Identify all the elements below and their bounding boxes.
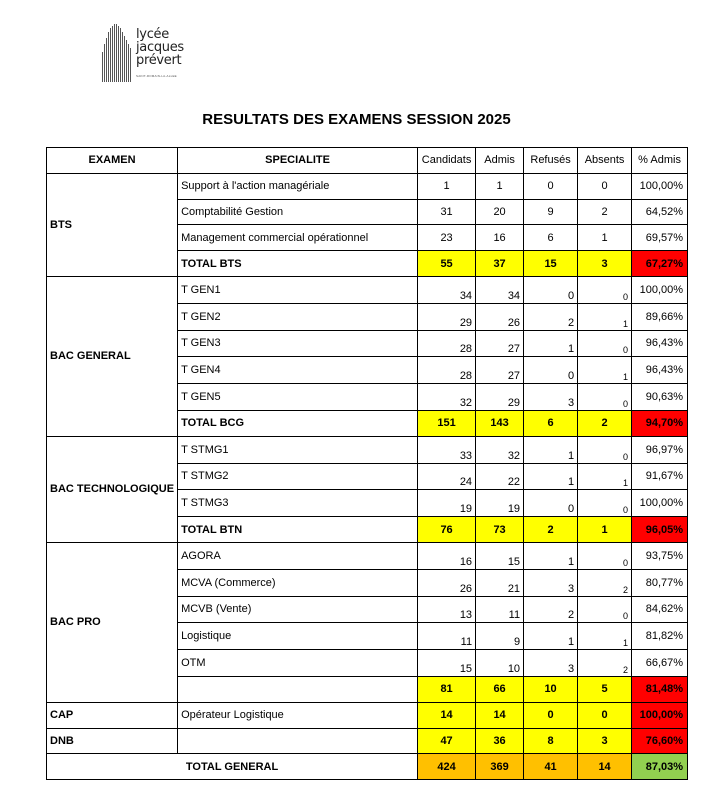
refuses-cell: 1 [524,330,578,357]
specialite-cell: T STMG3 [178,490,418,517]
specialite-cell: AGORA [178,542,418,569]
total-pct-admis: 100,00% [632,702,688,728]
exam-name: BTS [47,173,178,276]
total-admis: 73 [476,517,524,543]
pct-admis-cell: 81,82% [632,623,688,650]
total-pct-admis: 96,05% [632,517,688,543]
candidats-cell: 1 [418,173,476,199]
logo-bar [106,38,107,82]
header-specialite: SPECIALITE [178,148,418,174]
total-refuses: 15 [524,251,578,277]
total-label: TOTAL BCG [178,410,418,436]
absents-cell: 1 [578,623,632,650]
pct-admis-cell: 89,66% [632,303,688,330]
results-table [46,147,688,780]
total-refuses: 0 [524,702,578,728]
total-candidats: 151 [418,410,476,436]
total-refuses: 6 [524,410,578,436]
candidats-cell: 23 [418,225,476,251]
admis-cell: 27 [476,330,524,357]
total-candidats: 14 [418,702,476,728]
table-row [47,542,688,569]
candidats-cell: 19 [418,490,476,517]
table-row [47,276,688,303]
logo-line-2: jacques [136,40,184,55]
candidats-cell: 33 [418,436,476,463]
pct-admis-cell: 93,75% [632,542,688,569]
total-refuses: 10 [524,676,578,702]
admis-cell: 9 [476,623,524,650]
refuses-cell: 1 [524,463,578,490]
absents-cell: 1 [578,303,632,330]
grand-total-candidats: 424 [418,754,476,780]
specialite-cell: Logistique [178,623,418,650]
admis-cell: 21 [476,569,524,596]
table-row [47,436,688,463]
logo-bar [122,32,123,82]
absents-cell: 1 [578,463,632,490]
specialite-cell: Opérateur Logistique [178,702,418,728]
pct-admis-cell: 96,97% [632,436,688,463]
logo-bar [130,48,131,82]
total-absents: 0 [578,702,632,728]
grand-total-absents: 14 [578,754,632,780]
candidats-cell: 16 [418,542,476,569]
total-absents: 1 [578,517,632,543]
specialite-cell: T GEN2 [178,303,418,330]
admis-cell: 34 [476,276,524,303]
candidats-cell: 28 [418,330,476,357]
logo-bar [118,26,119,82]
total-candidats: 47 [418,728,476,754]
absents-cell: 2 [578,569,632,596]
total-absents: 3 [578,728,632,754]
absents-cell: 0 [578,384,632,411]
absents-cell: 0 [578,490,632,517]
pct-admis-cell: 64,52% [632,199,688,225]
refuses-cell: 0 [524,276,578,303]
absents-cell: 0 [578,276,632,303]
absents-cell: 2 [578,650,632,677]
logo-bar [104,44,105,82]
refuses-cell: 0 [524,357,578,384]
logo-bar [126,40,127,82]
absents-cell: 0 [578,596,632,623]
specialite-cell: T GEN5 [178,384,418,411]
logo-bar [114,24,115,82]
logo-bar [116,24,117,82]
candidats-cell: 26 [418,569,476,596]
absents-cell: 1 [578,357,632,384]
candidats-cell: 29 [418,303,476,330]
total-candidats: 55 [418,251,476,277]
exam-name: BAC GENERAL [47,276,178,436]
specialite-cell: Management commercial opérationnel [178,225,418,251]
exam-name: BAC PRO [47,542,178,702]
candidats-cell: 24 [418,463,476,490]
total-admis: 66 [476,676,524,702]
pct-admis-cell: 90,63% [632,384,688,411]
admis-cell: 19 [476,490,524,517]
admis-cell: 11 [476,596,524,623]
pct-admis-cell: 66,67% [632,650,688,677]
candidats-cell: 28 [418,357,476,384]
absents-cell: 0 [578,330,632,357]
pct-admis-cell: 80,77% [632,569,688,596]
pct-admis-cell: 100,00% [632,173,688,199]
pct-admis-cell: 96,43% [632,330,688,357]
candidats-cell: 11 [418,623,476,650]
refuses-cell: 3 [524,569,578,596]
page-title: RESULTATS DES EXAMENS SESSION 2025 [202,111,511,128]
total-candidats: 81 [418,676,476,702]
refuses-cell: 1 [524,436,578,463]
exam-name: BAC TECHNOLOGIQUE [47,436,178,542]
logo-tagline: SAINT-ROMAIN-LA-ALLEE [136,74,177,78]
specialite-cell: Support à l'action managériale [178,173,418,199]
logo-bar [102,52,103,82]
total-candidats: 76 [418,517,476,543]
admis-cell: 15 [476,542,524,569]
candidats-cell: 31 [418,199,476,225]
specialite-cell: T STMG1 [178,436,418,463]
admis-cell: 29 [476,384,524,411]
total-admis: 14 [476,702,524,728]
refuses-cell: 1 [524,623,578,650]
header-row [47,148,688,174]
single-exam-row [47,702,688,728]
refuses-cell: 0 [524,173,578,199]
total-refuses: 2 [524,517,578,543]
total-absents: 2 [578,410,632,436]
refuses-cell: 9 [524,199,578,225]
header-absents: Absents [578,148,632,174]
absents-cell: 0 [578,173,632,199]
logo-bar [112,26,113,82]
grand-total-admis: 369 [476,754,524,780]
header-admis: Admis [476,148,524,174]
logo-bar [108,32,109,82]
candidats-cell: 32 [418,384,476,411]
refuses-cell: 3 [524,384,578,411]
logo-bar [128,44,129,82]
absents-cell: 0 [578,542,632,569]
total-label [178,676,418,702]
logo-line-1: lycée [136,27,169,42]
grand-total-row [47,754,688,780]
specialite-cell: Comptabilité Gestion [178,199,418,225]
admis-cell: 20 [476,199,524,225]
admis-cell: 26 [476,303,524,330]
pct-admis-cell: 84,62% [632,596,688,623]
pct-admis-cell: 69,57% [632,225,688,251]
total-label: TOTAL BTS [178,251,418,277]
refuses-cell: 2 [524,596,578,623]
grand-total-refuses: 41 [524,754,578,780]
total-admis: 37 [476,251,524,277]
total-pct-admis: 81,48% [632,676,688,702]
specialite-cell: OTM [178,650,418,677]
grand-total-label: TOTAL GENERAL [47,754,418,780]
admis-cell: 32 [476,436,524,463]
logo-bar [110,28,111,82]
school-logo [102,24,202,84]
specialite-cell: T GEN4 [178,357,418,384]
total-absents: 3 [578,251,632,277]
table-row [47,173,688,199]
refuses-cell: 3 [524,650,578,677]
single-exam-row [47,728,688,754]
pct-admis-cell: 100,00% [632,490,688,517]
total-pct-admis: 94,70% [632,410,688,436]
logo-line-3: prévert [136,53,182,68]
specialite-cell: T GEN1 [178,276,418,303]
specialite-cell: T GEN3 [178,330,418,357]
admis-cell: 27 [476,357,524,384]
total-pct-admis: 67,27% [632,251,688,277]
total-refuses: 8 [524,728,578,754]
candidats-cell: 13 [418,596,476,623]
absents-cell: 2 [578,199,632,225]
total-label: TOTAL BTN [178,517,418,543]
refuses-cell: 0 [524,490,578,517]
refuses-cell: 2 [524,303,578,330]
header-examen: EXAMEN [47,148,178,174]
logo-text [136,28,184,67]
specialite-cell: T STMG2 [178,463,418,490]
grand-total-pct-admis: 87,03% [632,754,688,780]
exam-name: DNB [47,728,178,754]
pct-admis-cell: 96,43% [632,357,688,384]
header-refuses: Refusés [524,148,578,174]
pct-admis-cell: 91,67% [632,463,688,490]
pct-admis-cell: 100,00% [632,276,688,303]
absents-cell: 1 [578,225,632,251]
specialite-cell: MCVA (Commerce) [178,569,418,596]
admis-cell: 16 [476,225,524,251]
candidats-cell: 34 [418,276,476,303]
admis-cell: 10 [476,650,524,677]
header-candidats: Candidats [418,148,476,174]
admis-cell: 22 [476,463,524,490]
logo-bar [124,36,125,82]
specialite-cell [178,728,418,754]
total-admis: 36 [476,728,524,754]
absents-cell: 0 [578,436,632,463]
total-admis: 143 [476,410,524,436]
logo-bars-icon [102,24,134,82]
header-pct-admis: % Admis [632,148,688,174]
logo-bar [120,28,121,82]
admis-cell: 1 [476,173,524,199]
total-absents: 5 [578,676,632,702]
refuses-cell: 1 [524,542,578,569]
total-pct-admis: 76,60% [632,728,688,754]
specialite-cell: MCVB (Vente) [178,596,418,623]
candidats-cell: 15 [418,650,476,677]
exam-name: CAP [47,702,178,728]
refuses-cell: 6 [524,225,578,251]
